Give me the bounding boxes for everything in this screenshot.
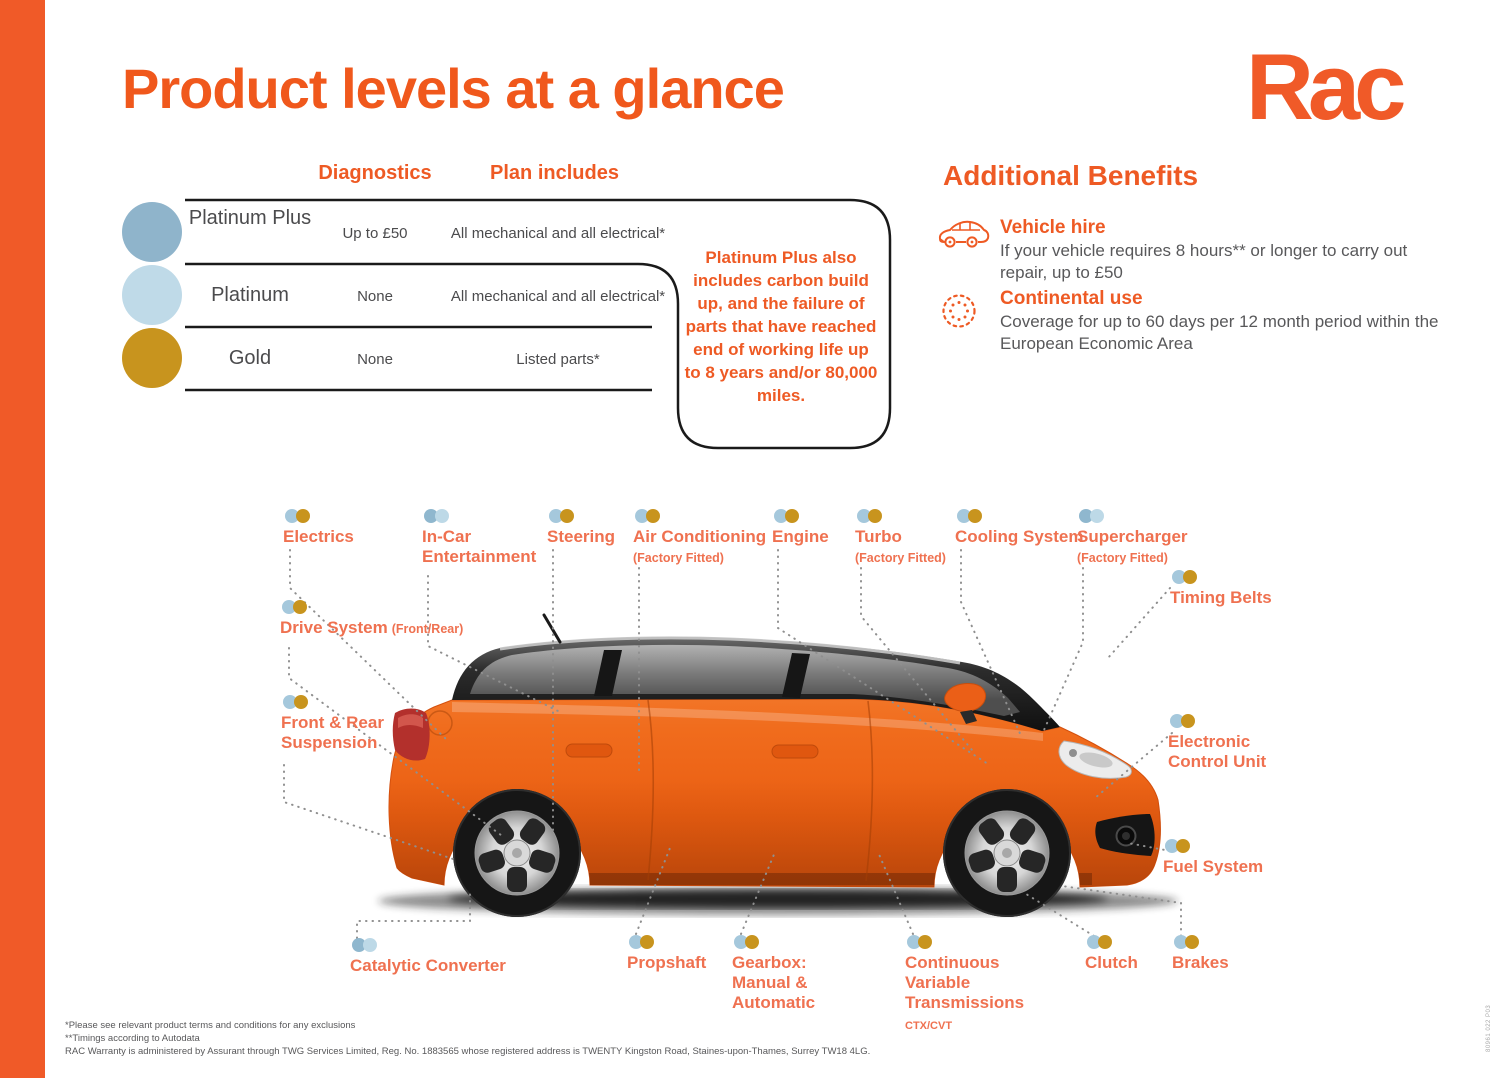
coverage-dots bbox=[352, 938, 377, 952]
benefit-title-continental-use: Continental use bbox=[1000, 288, 1143, 309]
part-label-front-rear-suspension: Front & Rear Suspension bbox=[281, 695, 386, 753]
part-label-brakes: Brakes bbox=[1172, 935, 1252, 973]
plan-includes-value: All mechanical and all electrical* bbox=[450, 288, 666, 305]
part-label-drive-system: Drive System (Front/Rear) bbox=[280, 600, 510, 639]
coverage-dots bbox=[1079, 509, 1104, 523]
fog-light-inner bbox=[1122, 832, 1130, 840]
footnote-legal: RAC Warranty is administered by Assurant through TWG Services Limited, Reg. No. 1883565 whose registered address is TWENTY Kingston Road, Staines-upon-Thames, Surrey TW18 4LG. bbox=[65, 1046, 871, 1057]
door-handle-front bbox=[772, 745, 818, 758]
part-label-electrics: Electrics bbox=[283, 509, 403, 547]
part-label-cooling-system: Cooling System bbox=[955, 509, 1085, 547]
part-label-clutch: Clutch bbox=[1085, 935, 1165, 973]
coverage-dots bbox=[957, 509, 982, 523]
column-header-plan-includes: Plan includes bbox=[490, 162, 619, 184]
coverage-dots bbox=[285, 509, 310, 523]
leader-supercharger bbox=[1044, 568, 1083, 730]
coverage-dots bbox=[629, 935, 654, 949]
part-label-fuel-system: Fuel System bbox=[1163, 839, 1283, 877]
part-label-supercharger: Supercharger (Factory Fitted) bbox=[1077, 509, 1197, 568]
coverage-dots bbox=[1087, 935, 1112, 949]
coverage-dots bbox=[1172, 570, 1197, 584]
part-label-steering: Steering bbox=[547, 509, 647, 547]
leader-timing-belts bbox=[1108, 588, 1170, 658]
benefit-desc-continental-use: Coverage for up to 60 days per 12 month period within the European Economic Area bbox=[1000, 312, 1439, 353]
print-code: 80961 022 P03 bbox=[1486, 1004, 1492, 1052]
coverage-dots bbox=[635, 509, 660, 523]
footnote-exclusions: *Please see relevant product terms and conditions for any exclusions bbox=[65, 1020, 356, 1031]
benefit-desc-vehicle-hire: If your vehicle requires 8 hours** or longer to carry out repair, up to £50 bbox=[1000, 241, 1408, 282]
part-label-cvt: Continuous Variable Transmissions CTX/CVT bbox=[905, 935, 1060, 1036]
tier-name-platinum: Platinum bbox=[211, 284, 289, 306]
part-label-propshaft: Propshaft bbox=[627, 935, 727, 973]
part-label-turbo: Turbo (Factory Fitted) bbox=[855, 509, 965, 568]
coverage-dots bbox=[1174, 935, 1199, 949]
table-callout-outline bbox=[185, 200, 890, 448]
car-illustration bbox=[389, 615, 1170, 917]
tier-name-platinum-plus: Platinum Plus bbox=[188, 207, 312, 229]
part-label-timing-belts: Timing Belts bbox=[1170, 570, 1280, 608]
headlight-projector bbox=[1069, 749, 1077, 757]
coverage-dots bbox=[424, 509, 449, 523]
benefit-title-vehicle-hire: Vehicle hire bbox=[1000, 217, 1106, 238]
part-label-gearbox: Gearbox: Manual & Automatic bbox=[732, 935, 832, 1013]
part-label-catalytic-converter: Catalytic Converter bbox=[350, 938, 530, 976]
footnote-timings: **Timings according to Autodata bbox=[65, 1033, 200, 1044]
part-label-electronic-control-unit: Electronic Control Unit bbox=[1168, 714, 1313, 772]
platinum-plus-callout: Platinum Plus also includes carbon build up, and the failure of parts that have reached end of working life up to 8 years and/or 80,000 miles. bbox=[684, 248, 878, 405]
benefits-heading: Additional Benefits bbox=[943, 160, 1199, 191]
coverage-dots bbox=[1170, 714, 1195, 728]
coverage-dots bbox=[907, 935, 932, 949]
diagnostics-value: None bbox=[357, 288, 393, 305]
rac-logo: Rac bbox=[1246, 34, 1401, 139]
wheel-front bbox=[943, 789, 1071, 917]
coverage-dots bbox=[283, 695, 308, 709]
part-label-engine: Engine bbox=[772, 509, 862, 547]
page-title: Product levels at a glance bbox=[122, 57, 784, 120]
wheel-rear bbox=[453, 789, 581, 917]
tier-name-gold: Gold bbox=[228, 347, 272, 369]
plan-includes-value: All mechanical and all electrical* bbox=[450, 225, 666, 242]
door-handle-rear bbox=[566, 744, 612, 757]
coverage-dots bbox=[1165, 839, 1190, 853]
coverage-dots bbox=[774, 509, 799, 523]
coverage-dots bbox=[734, 935, 759, 949]
column-header-diagnostics: Diagnostics bbox=[318, 162, 432, 184]
plan-includes-value: Listed parts* bbox=[516, 351, 600, 368]
part-label-in-car-entertainment: In-Car Entertainment bbox=[422, 509, 537, 567]
part-label-air-conditioning: Air Conditioning (Factory Fitted) bbox=[633, 509, 783, 568]
coverage-dots bbox=[857, 509, 882, 523]
diagnostics-value: None bbox=[357, 351, 393, 368]
coverage-dots bbox=[282, 600, 307, 614]
diagnostics-value: Up to £50 bbox=[342, 225, 408, 242]
coverage-dots bbox=[549, 509, 574, 523]
